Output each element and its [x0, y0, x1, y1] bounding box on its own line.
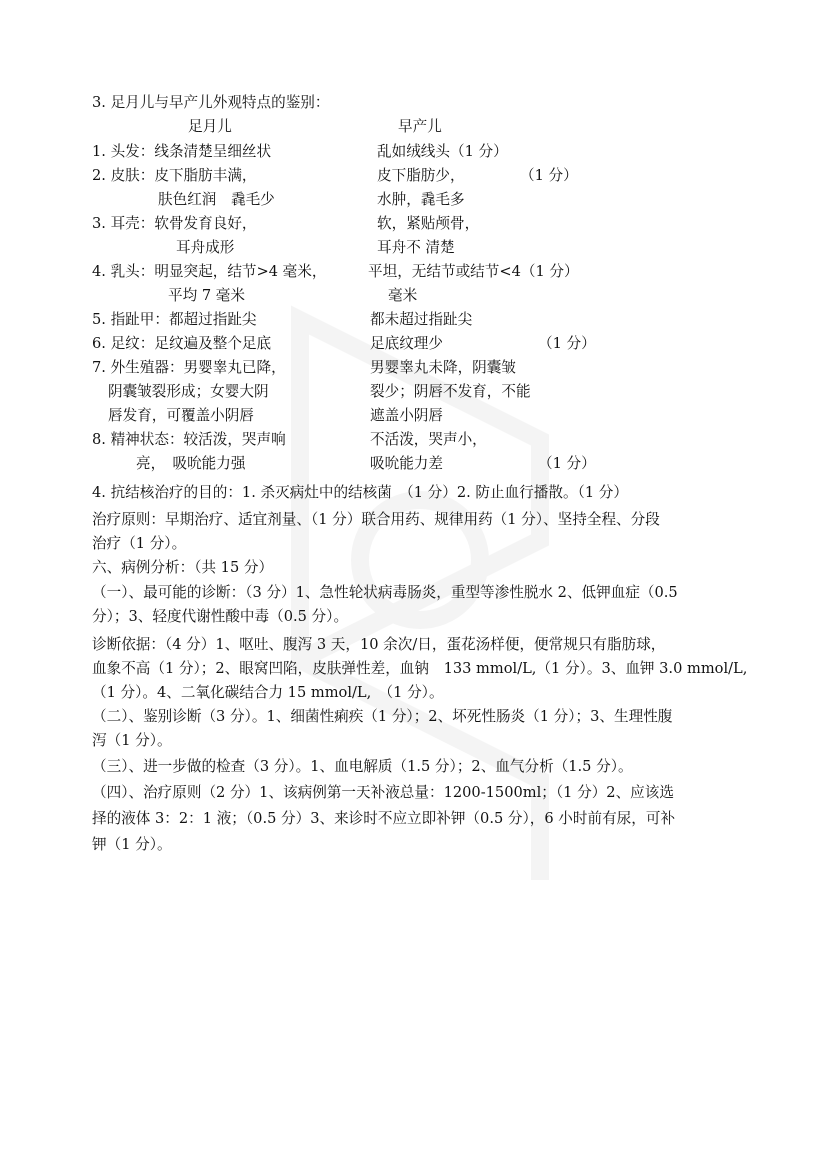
row-12-preterm: 遮盖小阴唇: [370, 407, 443, 424]
row-5-full-term: 耳舟成形: [176, 239, 235, 256]
row-6-full-term: 4. 乳头：明显突起，结节>4 毫米，: [92, 263, 327, 280]
row-2-preterm: 皮下脂肪少，: [377, 167, 465, 184]
row-8-full-term: 5. 指趾甲：都超过指趾尖: [92, 311, 257, 328]
section6-line-1: （一）、最可能的诊断：（3 分）1、急性轮状病毒肠炎，重型等渗性脱水 2、低钾血症（0.5: [92, 584, 678, 601]
row-9-score: （1 分）: [538, 335, 596, 352]
row-1-full-term: 1. 头发：线条清楚呈细丝状: [92, 143, 272, 160]
row-9-full-term: 6. 足纹：足纹遍及整个足底: [92, 335, 272, 352]
section6-line-9: （四）、治疗原则（2 分）1、该病例第一天补液总量：1200-1500ml；（1 分）2、应该选: [92, 784, 674, 801]
section6-line-8: （三）、进一步做的检查（3 分）。1、血电解质（1.5 分）；2、血气分析（1.5 分）。: [92, 758, 633, 775]
section6-line-5: （1 分）。4、二氧化碳结合力 15 mmol/L, （1 分）。: [92, 684, 444, 701]
section6-heading: 六、病例分析：（共 15 分）: [92, 559, 274, 576]
section4-line-1: 4. 抗结核治疗的目的：1. 杀灭病灶中的结核菌 （1 分）2. 防止血行播散。（1 分）: [92, 484, 628, 501]
row-14-preterm: 吸吮能力差: [370, 455, 443, 472]
row-14-full-term: 亮， 吸吮能力强: [136, 455, 246, 472]
row-7-preterm: 毫米: [388, 287, 418, 304]
section4-line-3: 治疗（1 分）。: [92, 535, 187, 552]
section6-line-11: 钾（1 分）。: [92, 836, 172, 853]
col-header-preterm: 早产儿: [398, 118, 442, 135]
row-13-full-term: 8. 精神状态：较活泼，哭声响: [92, 431, 286, 448]
section6-line-4: 血象不高（1 分）；2、眼窝凹陷，皮肤弹性差，血钠 133 mmol/L,（1 分）。3、血钾 3.0 mmol/L,: [92, 660, 748, 677]
row-4-preterm: 软，紧贴颅骨，: [377, 215, 480, 232]
row-10-full-term: 7. 外生殖器：男婴睾丸已降，: [92, 359, 286, 376]
col-header-full-term: 足月儿: [188, 118, 232, 135]
row-13-preterm: 不活泼，哭声小，: [370, 431, 487, 448]
section4-line-2: 治疗原则：早期治疗、适宜剂量、（1 分）联合用药、规律用药（1 分）、坚持全程、分段: [92, 511, 660, 528]
row-2-full-term: 2. 皮肤：皮下脂肪丰满，: [92, 167, 257, 184]
row-8-preterm: 都未超过指趾尖: [370, 311, 473, 328]
row-3-preterm: 水肿，毳毛多: [377, 191, 465, 208]
row-6-preterm: 平坦，无结节或结节<4（1 分）: [368, 263, 579, 280]
row-10-preterm: 男婴睾丸未降，阴囊皱: [370, 359, 516, 376]
row-3-full-term: 肤色红润 毳毛少: [158, 191, 275, 208]
row-1-preterm: 乱如绒线头（1 分）: [377, 143, 508, 160]
row-5-preterm: 耳舟不 清楚: [377, 239, 455, 256]
row-2-score: （1 分）: [520, 167, 578, 184]
section6-line-3: 诊断依据：（4 分）1、呕吐、腹泻 3 天，10 余次/日，蛋花汤样便，便常规只有脂肪球，: [92, 636, 666, 653]
row-11-preterm: 裂少；阴唇不发育，不能: [370, 383, 531, 400]
row-9-preterm: 足底纹理少: [370, 335, 443, 352]
section6-line-7: 泻（1 分）。: [92, 732, 172, 749]
section6-line-6: （二）、鉴别诊断（3 分）。1、细菌性痢疾（1 分）；2、坏死性肠炎（1 分）；3、生理性腹: [92, 708, 673, 725]
row-4-full-term: 3. 耳壳：软骨发育良好，: [92, 215, 257, 232]
row-12-full-term: 唇发育，可覆盖小阴唇: [108, 407, 254, 424]
row-11-full-term: 阴囊皱裂形成；女婴大阴: [108, 383, 269, 400]
row-14-score: （1 分）: [538, 455, 596, 472]
row-7-full-term: 平均 7 毫米: [168, 287, 245, 304]
section6-line-10: 择的液体 3：2：1 液；（0.5 分）3、来诊时不应立即补钾（0.5 分），6 小时前有尿，可补: [92, 810, 676, 827]
section6-line-2: 分）；3、轻度代谢性酸中毒（0.5 分）。: [92, 608, 349, 625]
section3-title: 3. 足月儿与早产儿外观特点的鉴别：: [92, 94, 330, 111]
